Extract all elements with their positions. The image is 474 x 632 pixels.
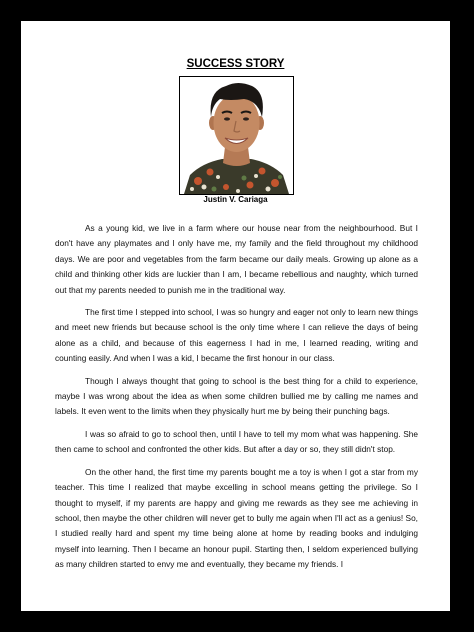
story-paragraph: Though I always thought that going to school is the best thing for a child to experience, maybe I was wrong about the idea as when some children bullied me by calling me names and labels. It even went to the limits when they physically hurt me by being their punching bags. (55, 375, 418, 417)
photo-caption: Justin V. Cariaga (203, 195, 268, 204)
document-page (21, 21, 450, 611)
story-paragraph: The first time I stepped into school, I was so hungry and eager not only to learn new things and meet new friends but because school is the only time where I can relieve the days of being alone as a child, and because of this eagerness I had in me, I learned reading, writing and counting easily. And when I was a kid, I became the first honour in our class. (55, 307, 418, 364)
story-paragraph: I was so afraid to go to school then, until I have to tell my mom what was happening. She then came to school and confronted the other kids. But after a day or so, they still didn't stop. (55, 428, 418, 455)
document-title: SUCCESS STORY (186, 58, 285, 70)
portrait-photo (179, 76, 294, 195)
story-body (55, 221, 418, 580)
story-paragraph: On the other hand, the first time my parents bought me a toy is when I got a star from my teacher. This time I realized that maybe excelling in school means getting the privilege. So I thought to myself, if my parents are happy and giving me rewards as they see me achieving in school, then maybe the other children will never get to bully me again when I'll act as a genius! So, I studied really hard and spent my time being alone at home by reading books and indulging myself into learning. Then I became an honour pupil. Starting then, I seldom experienced bullying as many children started to envy me and eventually, they became my friends. I (55, 466, 418, 570)
story-paragraph: As a young kid, we live in a farm where our house near from the neighbourhood. But I don't have any playmates and I only have me, my family and the field throughout my childhood days. We are poor and vegetables from the farm became our daily meals. Growing up alone as a child and thinking other kids are luckier than I am, I became rebellious and naughty, which turned out that my parents needed to punish me in the traditional way. (55, 223, 418, 295)
